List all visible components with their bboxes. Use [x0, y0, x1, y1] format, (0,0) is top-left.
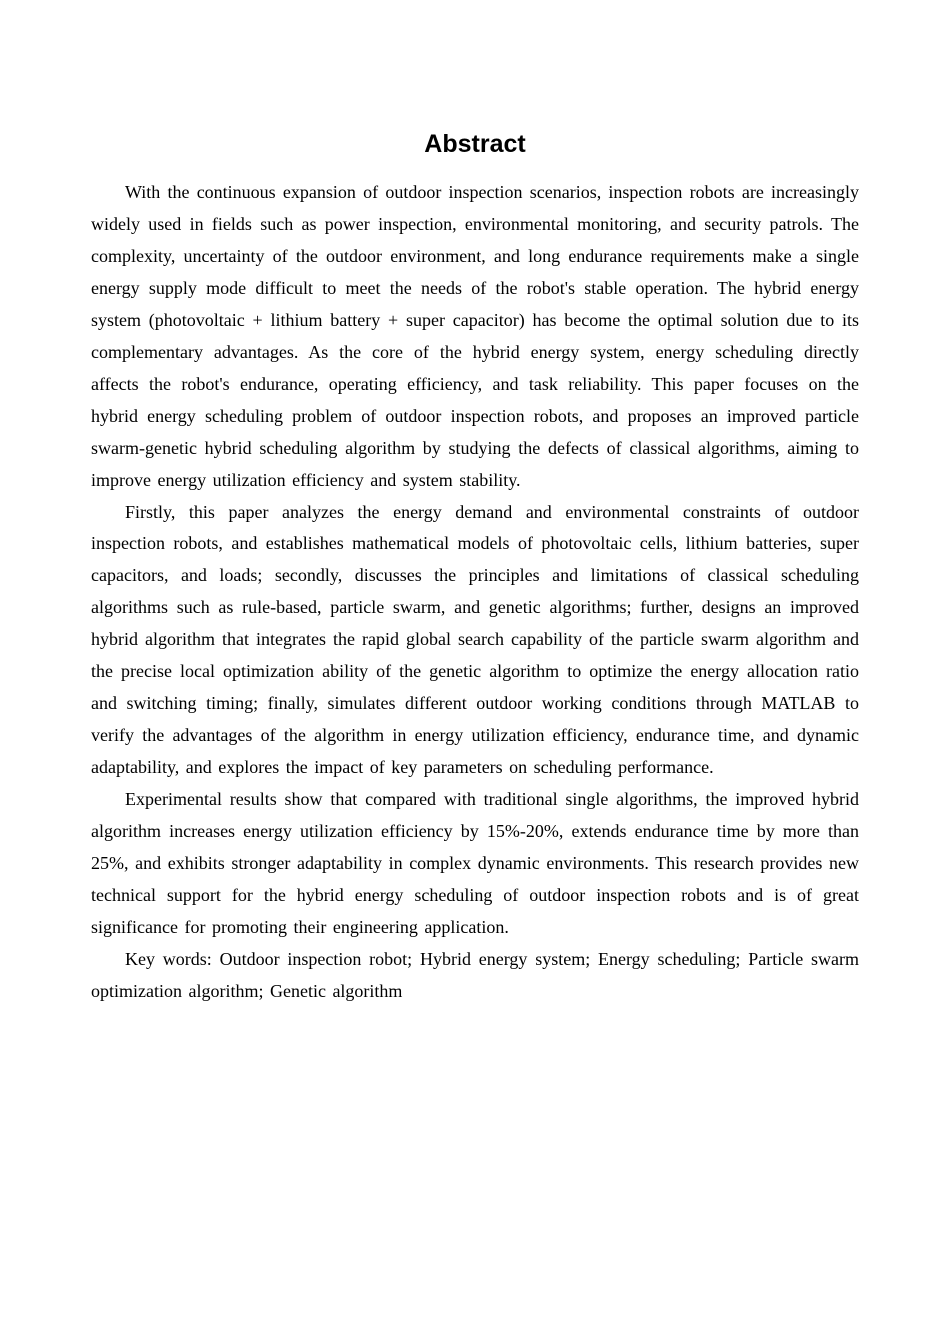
abstract-paragraph-1: With the continuous expansion of outdoor inspection scenarios, inspection robots are increasingly widely used in fields such as power inspection, environmental monitoring, and security patrols. The complexity, uncertainty of the outdoor environment, and long endurance requirements make a single energy supply mode difficult to meet the needs of the robot's stable operation. The hybrid energy system (photovoltaic + lithium battery + super capacitor) has become the optimal solution due to its complementary advantages. As the core of the hybrid energy system, energy scheduling directly affects the robot's endurance, operating efficiency, and task reliability. This paper focuses on the hybrid energy scheduling problem of outdoor inspection robots, and proposes an improved particle swarm-genetic hybrid scheduling algorithm by studying the defects of classical algorithms, aiming to improve energy utilization efficiency and system stability.: [91, 182, 859, 490]
page-title: Abstract: [424, 130, 526, 158]
abstract-paragraph-2: Firstly, this paper analyzes the energy demand and environmental constraints of outdoor inspection robots, and establishes mathematical models of photovoltaic cells, lithium batteries, super capacitors, and loads; secondly, discusses the principles and limitations of classical scheduling algorithms such as rule-based, particle swarm, and genetic algorithms; further, designs an improved hybrid algorithm that integrates the rapid global search capability of the particle swarm algorithm and the precise local optimization ability of the genetic algorithm to optimize the energy allocation ratio and switching timing; finally, simulates different outdoor working conditions through MATLAB to verify the advantages of the algorithm in energy utilization efficiency, endurance time, and dynamic adaptability, and explores the impact of key parameters on scheduling performance.: [91, 501, 859, 778]
keywords-line: Key words: Outdoor inspection robot; Hybrid energy system; Energy scheduling; Particle swarm optimization algorithm; Genetic algorithm: [91, 948, 859, 1001]
abstract-paragraph-3: Experimental results show that compared with traditional single algorithms, the improved hybrid algorithm increases energy utilization efficiency by 15%-20%, extends endurance time by more than 25%, and exhibits stronger adaptability in complex dynamic environments. This research provides new technical support for the hybrid energy scheduling of outdoor inspection robots and is of great significance for promoting their engineering application.: [91, 789, 859, 937]
abstract-body: [91, 177, 859, 1008]
